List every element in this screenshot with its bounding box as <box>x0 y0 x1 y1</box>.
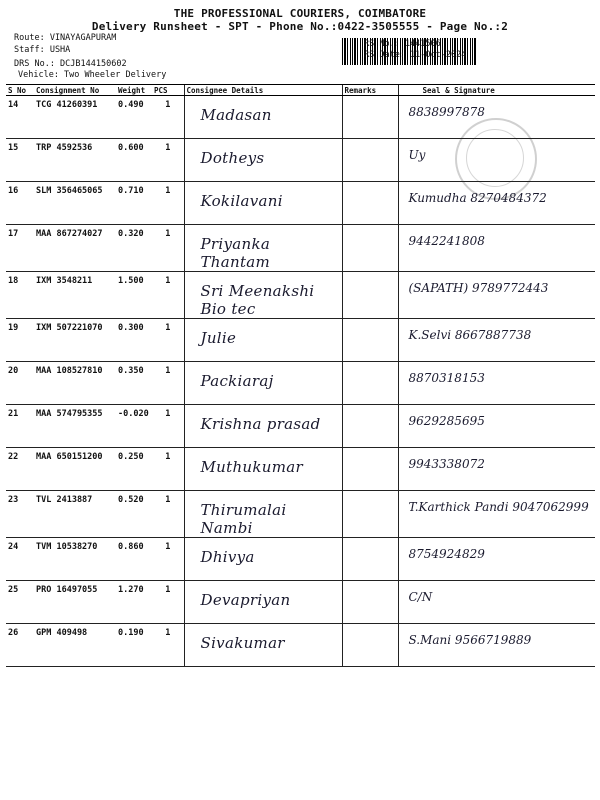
remarks-cell <box>342 624 398 667</box>
consignment-number: MAA 574795355 <box>34 405 116 448</box>
signature-handwriting: 9442241808 <box>408 234 485 248</box>
runsheet-subtitle: Delivery Runsheet - SPT - Phone No.:0422-3505555 - Page No.:2 <box>91 20 509 33</box>
consignment-number: MAA 650151200 <box>34 448 116 491</box>
consignee-handwriting: Julie <box>200 329 237 347</box>
table-row <box>6 225 595 272</box>
pieces-count: 1 <box>152 448 184 491</box>
pieces-count: 1 <box>152 139 184 182</box>
signature-handwriting: Uy <box>408 148 426 162</box>
serial-number: 20 <box>6 362 34 405</box>
serial-number: 25 <box>6 581 34 624</box>
table-header-row <box>6 85 595 96</box>
signature-cell <box>398 139 595 182</box>
weight-value: 0.490 <box>116 96 152 139</box>
route-label: Route: VINAYAGAPURAM <box>14 33 117 43</box>
remarks-cell <box>342 362 398 405</box>
serial-number: 21 <box>6 405 34 448</box>
table-row <box>6 448 595 491</box>
signature-cell <box>398 182 595 225</box>
consignee-name <box>184 225 342 272</box>
vehicle-label: Vehicle: Two Wheeler Delivery <box>18 70 167 80</box>
signature-handwriting: T.Karthick Pandi 9047062999 <box>408 500 589 514</box>
signature-handwriting: Kumudha 8270484372 <box>408 191 547 205</box>
signature-handwriting: 8754924829 <box>408 547 485 561</box>
pieces-count: 1 <box>152 96 184 139</box>
col-header-consignment: Consignment No <box>34 85 116 96</box>
pieces-count: 1 <box>152 272 184 319</box>
col-header-signature: Seal & Signature <box>398 85 595 96</box>
consignee-name <box>184 272 342 319</box>
signature-handwriting: 8870318153 <box>408 371 485 385</box>
table-row <box>6 491 595 538</box>
remarks-cell <box>342 581 398 624</box>
weight-value: 1.270 <box>116 581 152 624</box>
weight-value: -0.020 <box>116 405 152 448</box>
signature-cell <box>398 581 595 624</box>
remarks-cell <box>342 225 398 272</box>
signature-cell <box>398 491 595 538</box>
consignee-name <box>184 319 342 362</box>
consignee-name <box>184 581 342 624</box>
remarks-cell <box>342 139 398 182</box>
weight-value: 0.320 <box>116 225 152 272</box>
col-header-consignee: Consignee Details <box>184 85 342 96</box>
consignee-handwriting: Kokilavani <box>200 192 283 210</box>
runsheet-table <box>6 84 595 667</box>
signature-cell <box>398 272 595 319</box>
serial-number: 17 <box>6 225 34 272</box>
table-row <box>6 139 595 182</box>
signature-cell <box>398 225 595 272</box>
consignee-name <box>184 139 342 182</box>
consignment-number: TVL 2413887 <box>34 491 116 538</box>
signature-handwriting: S.Mani 9566719889 <box>408 633 532 647</box>
signature-cell <box>398 362 595 405</box>
table-row <box>6 405 595 448</box>
weight-value: 0.190 <box>116 624 152 667</box>
staff-label: Staff: USHA <box>14 45 71 55</box>
consignee-handwriting: Thirumalai Nambi <box>200 501 287 537</box>
serial-number: 24 <box>6 538 34 581</box>
remarks-cell <box>342 448 398 491</box>
pieces-count: 1 <box>152 405 184 448</box>
signature-cell <box>398 448 595 491</box>
table-row <box>6 182 595 225</box>
table-row <box>6 581 595 624</box>
consignment-number: TVM 10538270 <box>34 538 116 581</box>
pieces-count: 1 <box>152 491 184 538</box>
serial-number: 14 <box>6 96 34 139</box>
table-row <box>6 538 595 581</box>
serial-number: 23 <box>6 491 34 538</box>
consignee-handwriting: Madasan <box>200 106 272 124</box>
signature-handwriting: K.Selvi 8667887738 <box>408 328 532 342</box>
serial-number: 15 <box>6 139 34 182</box>
col-header-sno: S No <box>6 85 34 96</box>
weight-value: 0.710 <box>116 182 152 225</box>
serial-number: 18 <box>6 272 34 319</box>
consignee-handwriting: Muthukumar <box>200 458 303 476</box>
pieces-count: 1 <box>152 538 184 581</box>
weight-value: 0.520 <box>116 491 152 538</box>
consignee-handwriting: Sri Meenakshi Bio tec <box>200 282 315 318</box>
consignee-handwriting: Dotheys <box>200 149 265 167</box>
signature-cell <box>398 405 595 448</box>
drs-label: DRS No.: DCJB144150602 <box>14 59 127 69</box>
table-row <box>6 272 595 319</box>
weight-value: 1.500 <box>116 272 152 319</box>
consignment-number: TRP 4592536 <box>34 139 116 182</box>
consignee-name <box>184 448 342 491</box>
remarks-cell <box>342 405 398 448</box>
rs-number: RS No.: 1441506 <box>364 39 441 49</box>
weight-value: 0.300 <box>116 319 152 362</box>
consignment-number: SLM 356465065 <box>34 182 116 225</box>
consignment-number: MAA 108527810 <box>34 362 116 405</box>
consignee-handwriting: Sivakumar <box>200 634 285 652</box>
pieces-count: 1 <box>152 624 184 667</box>
rs-date: RS Date: 11-Oct-2024 <box>364 50 467 60</box>
remarks-cell <box>342 319 398 362</box>
consignee-handwriting: Packiaraj <box>200 372 274 390</box>
signature-cell <box>398 538 595 581</box>
consignee-name <box>184 624 342 667</box>
signature-cell <box>398 319 595 362</box>
signature-handwriting: 8838997878 <box>408 105 485 119</box>
table-row <box>6 96 595 139</box>
remarks-cell <box>342 182 398 225</box>
serial-number: 19 <box>6 319 34 362</box>
consignee-name <box>184 96 342 139</box>
signature-cell <box>398 96 595 139</box>
weight-value: 0.600 <box>116 139 152 182</box>
pieces-count: 1 <box>152 225 184 272</box>
signature-handwriting: 9943338072 <box>408 457 485 471</box>
weight-value: 0.860 <box>116 538 152 581</box>
col-header-pcs: PCS <box>152 85 184 96</box>
serial-number: 16 <box>6 182 34 225</box>
signature-cell <box>398 624 595 667</box>
col-header-remarks: Remarks <box>342 85 398 96</box>
serial-number: 22 <box>6 448 34 491</box>
consignment-number: GPM 409498 <box>34 624 116 667</box>
pieces-count: 1 <box>152 581 184 624</box>
weight-value: 0.350 <box>116 362 152 405</box>
col-header-weight: Weight <box>116 85 152 96</box>
consignment-number: TCG 41260391 <box>34 96 116 139</box>
remarks-cell <box>342 96 398 139</box>
consignee-handwriting: Dhivya <box>200 548 255 566</box>
consignee-name <box>184 538 342 581</box>
consignment-number: IXM 507221070 <box>34 319 116 362</box>
consignee-handwriting: Krishna prasad <box>200 415 321 433</box>
table-row <box>6 624 595 667</box>
pieces-count: 1 <box>152 362 184 405</box>
consignee-name <box>184 491 342 538</box>
pieces-count: 1 <box>152 182 184 225</box>
consignment-number: MAA 867274027 <box>34 225 116 272</box>
company-title: THE PROFESSIONAL COURIERS, COIMBATORE <box>173 7 427 20</box>
consignee-name <box>184 182 342 225</box>
signature-handwriting: 9629285695 <box>408 414 485 428</box>
table-row <box>6 319 595 362</box>
remarks-cell <box>342 491 398 538</box>
pieces-count: 1 <box>152 319 184 362</box>
table-row <box>6 362 595 405</box>
weight-value: 0.250 <box>116 448 152 491</box>
consignee-handwriting: Devapriyan <box>200 591 291 609</box>
consignment-number: IXM 3548211 <box>34 272 116 319</box>
remarks-cell <box>342 272 398 319</box>
consignee-name <box>184 405 342 448</box>
signature-handwriting: (SAPATH) 9789772443 <box>408 281 549 295</box>
consignee-name <box>184 362 342 405</box>
serial-number: 26 <box>6 624 34 667</box>
signature-handwriting: C/N <box>408 590 433 604</box>
consignment-number: PRO 16497055 <box>34 581 116 624</box>
consignee-handwriting: Priyanka Thantam <box>200 235 271 271</box>
remarks-cell <box>342 538 398 581</box>
